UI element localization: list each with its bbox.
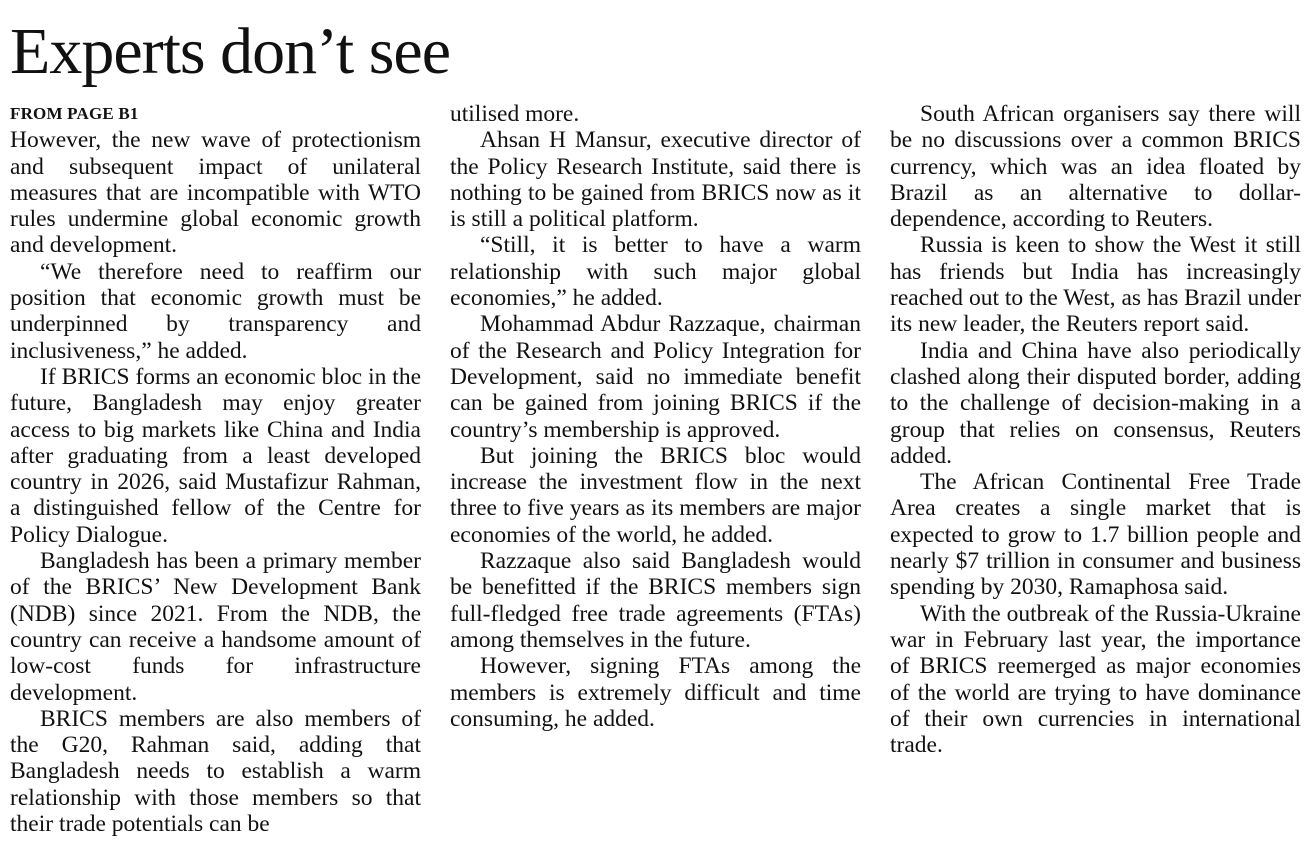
article-column-3 <box>890 101 1301 758</box>
article-column-2 <box>450 101 861 732</box>
paragraph: However, signing FTAs among the members is extremely difficult and time consuming, he added. <box>450 653 861 732</box>
paragraph: “We therefore need to reaffirm our position that economic growth must be underpinned by transparency and inclusiveness,” he added. <box>10 258 421 364</box>
paragraph: But joining the BRICS bloc would increase the investment flow in the next three to five years as its members are major economies of the world, he added. <box>450 442 861 548</box>
paragraph: India and China have also periodically clashed along their disputed border, adding to the challenge of decision-making in a group that relies on consensus, Reuters added. <box>890 337 1301 469</box>
paragraph: Bangladesh has been a primary member of the BRICS’ New Development Bank (NDB) since 2021. From the NDB, the country can receive a handsome amount of low-cost funds for infrastructure development. <box>10 548 421 706</box>
paragraph: Ahsan H Mansur, executive director of the Policy Research Institute, said there is nothing to be gained from BRICS now as it is still a political platform. <box>450 127 861 233</box>
paragraph: Russia is keen to show the West it still has friends but India has increasingly reached out to the West, as has Brazil under its new leader, the Reuters report said. <box>890 232 1301 338</box>
paragraph: However, the new wave of protectionism and subsequent impact of unilateral measures that are incompatible with WTO rules undermine global economic growth and development. <box>10 127 421 259</box>
paragraph: Razzaque also said Bangladesh would be benefitted if the BRICS members sign full-fledged free trade agreements (FTAs) among themselves in the future. <box>450 548 861 653</box>
paragraph: With the outbreak of the Russia-Ukraine war in February last year, the importance of BRICS reemerged as major economies of the world are trying to have dominance of their own currencies in international trade. <box>890 600 1301 759</box>
paragraph: South African organisers say there will be no discussions over a common BRICS currency, which was an idea floated by Brazil as an alternative to dollar-dependence, according to Reuters. <box>890 101 1301 233</box>
headline: Experts don’t see <box>10 15 451 88</box>
paragraph: BRICS members are also members of the G20, Rahman said, adding that Bangladesh needs to establish a warm relationship with those members so that their trade potentials can be <box>10 705 421 838</box>
paragraph: utilised more. <box>450 101 580 127</box>
paragraph: If BRICS forms an economic bloc in the future, Bangladesh may enjoy greater access to big markets like China and India after graduating from a least developed country in 2026, said Mustafizur Rahman, a distinguished fellow of the Centre for Policy Dialogue. <box>10 363 421 548</box>
paragraph: The African Continental Free Trade Area creates a single market that is expected to grow to 1.7 billion people and nearly $7 trillion in consumer and business spending by 2030, Ramaphosa said. <box>890 469 1301 601</box>
continuation-kicker: FROM PAGE B1 <box>10 104 139 123</box>
article-column-1 <box>10 101 421 837</box>
paragraph: “Still, it is better to have a warm relationship with such major global economies,” he added. <box>450 232 861 312</box>
paragraph: Mohammad Abdur Razzaque, chairman of the Research and Policy Integration for Development, said no immediate benefit can be gained from joining BRICS if the country’s membership is approved. <box>450 311 861 443</box>
